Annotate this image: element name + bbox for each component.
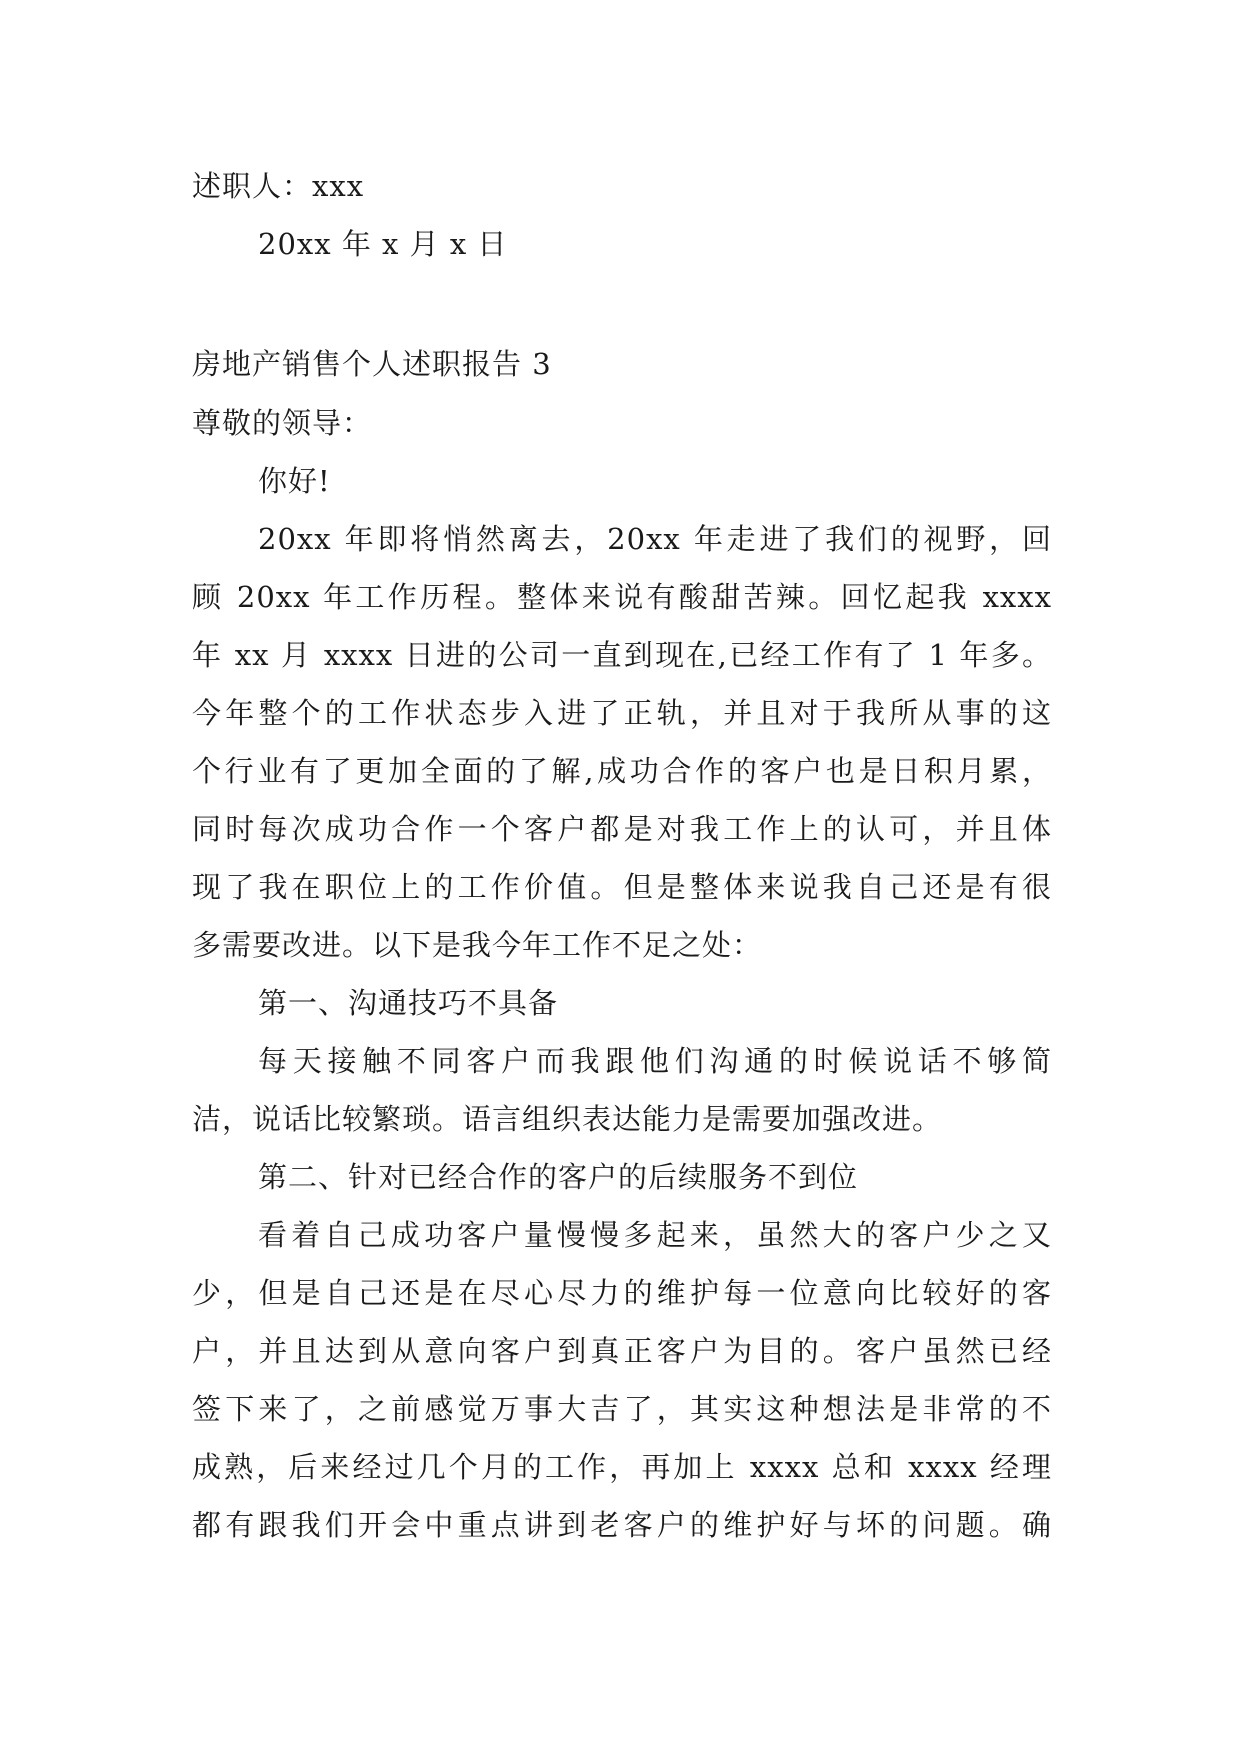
body-line: 同时每次成功合作一个客户都是对我工作上的认可，并且体 (192, 812, 1052, 846)
report-date: 20xx 年 x 月 x 日 (258, 227, 508, 261)
body-line: 多需要改进。以下是我今年工作不足之处： (192, 928, 763, 962)
section-heading-1: 第一、沟通技巧不具备 (258, 986, 559, 1020)
body-line: 20xx 年即将悄然离去，20xx 年走进了我们的视野，回 (258, 522, 1052, 556)
section-heading-2: 第二、针对已经合作的客户的后续服务不到位 (258, 1160, 859, 1194)
reporter-signature: 述职人：xxx (192, 169, 365, 203)
section2-line: 都有跟我们开会中重点讲到老客户的维护好与坏的问题。确 (192, 1508, 1052, 1542)
section2-line: 户，并且达到从意向客户到真正客户为目的。客户虽然已经 (192, 1334, 1052, 1368)
report-title: 房地产销售个人述职报告 3 (192, 347, 552, 381)
section2-line: 少，但是自己还是在尽心尽力的维护每一位意向比较好的客 (192, 1276, 1052, 1310)
section2-line: 成熟，后来经过几个月的工作，再加上 xxxx 总和 xxxx 经理 (192, 1450, 1052, 1484)
body-line: 顾 20xx 年工作历程。整体来说有酸甜苦辣。回忆起我 xxxx (192, 580, 1052, 614)
greeting: 你好! (258, 464, 331, 498)
section2-line: 看着自己成功客户量慢慢多起来，虽然大的客户少之又 (258, 1218, 1052, 1252)
body-line: 年 xx 月 xxxx 日进的公司一直到现在,已经工作有了 1 年多。 (192, 638, 1052, 672)
body-line: 个行业有了更加全面的了解,成功合作的客户也是日积月累， (192, 754, 1052, 788)
section1-line: 洁，说话比较繁琐。语言组织表达能力是需要加强改进。 (192, 1102, 943, 1136)
salutation: 尊敬的领导： (192, 406, 373, 440)
section1-line: 每天接触不同客户而我跟他们沟通的时候说话不够简 (258, 1044, 1052, 1078)
body-line: 现了我在职位上的工作价值。但是整体来说我自己还是有很 (192, 870, 1052, 904)
body-line: 今年整个的工作状态步入进了正轨，并且对于我所从事的这 (192, 696, 1052, 730)
section2-line: 签下来了，之前感觉万事大吉了，其实这种想法是非常的不 (192, 1392, 1052, 1426)
